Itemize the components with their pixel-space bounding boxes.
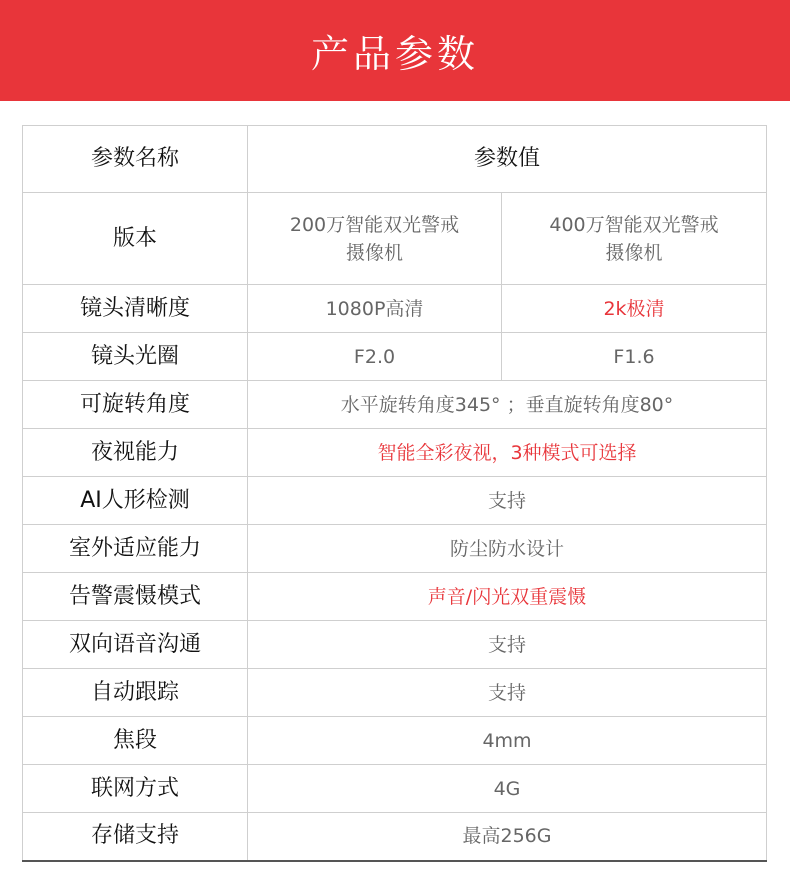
row-label: 告警震慑模式 xyxy=(23,573,248,621)
row-label: 存储支持 xyxy=(23,813,248,861)
table-row xyxy=(23,813,767,861)
table-row xyxy=(23,381,767,429)
row-value: 水平旋转角度345° ；垂直旋转角度80° xyxy=(248,381,767,429)
row-value: 智能全彩夜视，3种模式可选择 xyxy=(248,429,767,477)
row-value-4mp: F1.6 xyxy=(502,333,767,381)
table-row xyxy=(23,717,767,765)
row-label: 夜视能力 xyxy=(23,429,248,477)
table-row xyxy=(23,193,767,285)
row-label: 双向语音沟通 xyxy=(23,621,248,669)
table-row xyxy=(23,285,767,333)
row-label: 版本 xyxy=(23,193,248,285)
row-label: 自动跟踪 xyxy=(23,669,248,717)
title-banner xyxy=(0,0,790,101)
row-value: 支持 xyxy=(248,621,767,669)
row-label: 镜头清晰度 xyxy=(23,285,248,333)
row-label: 可旋转角度 xyxy=(23,381,248,429)
row-label: AI人形检测 xyxy=(23,477,248,525)
table-row xyxy=(23,429,767,477)
row-label: 镜头光圈 xyxy=(23,333,248,381)
row-value: 支持 xyxy=(248,477,767,525)
row-value-2mp: F2.0 xyxy=(248,333,502,381)
table-header-row xyxy=(23,126,767,193)
page-title: 产品参数 xyxy=(310,32,479,76)
table-row xyxy=(23,573,767,621)
header-param-name: 参数名称 xyxy=(23,126,248,193)
table-row xyxy=(23,333,767,381)
row-value: 防尘防水设计 xyxy=(248,525,767,573)
row-value-2mp: 1080P高清 xyxy=(248,285,502,333)
table-row xyxy=(23,669,767,717)
spec-table xyxy=(22,125,767,862)
table-row xyxy=(23,621,767,669)
row-label: 联网方式 xyxy=(23,765,248,813)
row-value: 最高256G xyxy=(248,813,767,861)
row-value: 声音/闪光双重震慑 xyxy=(248,573,767,621)
row-value-4mp: 400万智能双光警戒 摄像机 xyxy=(502,193,767,285)
row-value-4mp: 2k极清 xyxy=(502,285,767,333)
row-value: 4mm xyxy=(248,717,767,765)
row-label: 室外适应能力 xyxy=(23,525,248,573)
row-label: 焦段 xyxy=(23,717,248,765)
row-value: 支持 xyxy=(248,669,767,717)
header-param-value: 参数值 xyxy=(248,126,767,193)
row-value-2mp: 200万智能双光警戒 摄像机 xyxy=(248,193,502,285)
table-row xyxy=(23,525,767,573)
row-value: 4G xyxy=(248,765,767,813)
table-row xyxy=(23,765,767,813)
table-row xyxy=(23,477,767,525)
